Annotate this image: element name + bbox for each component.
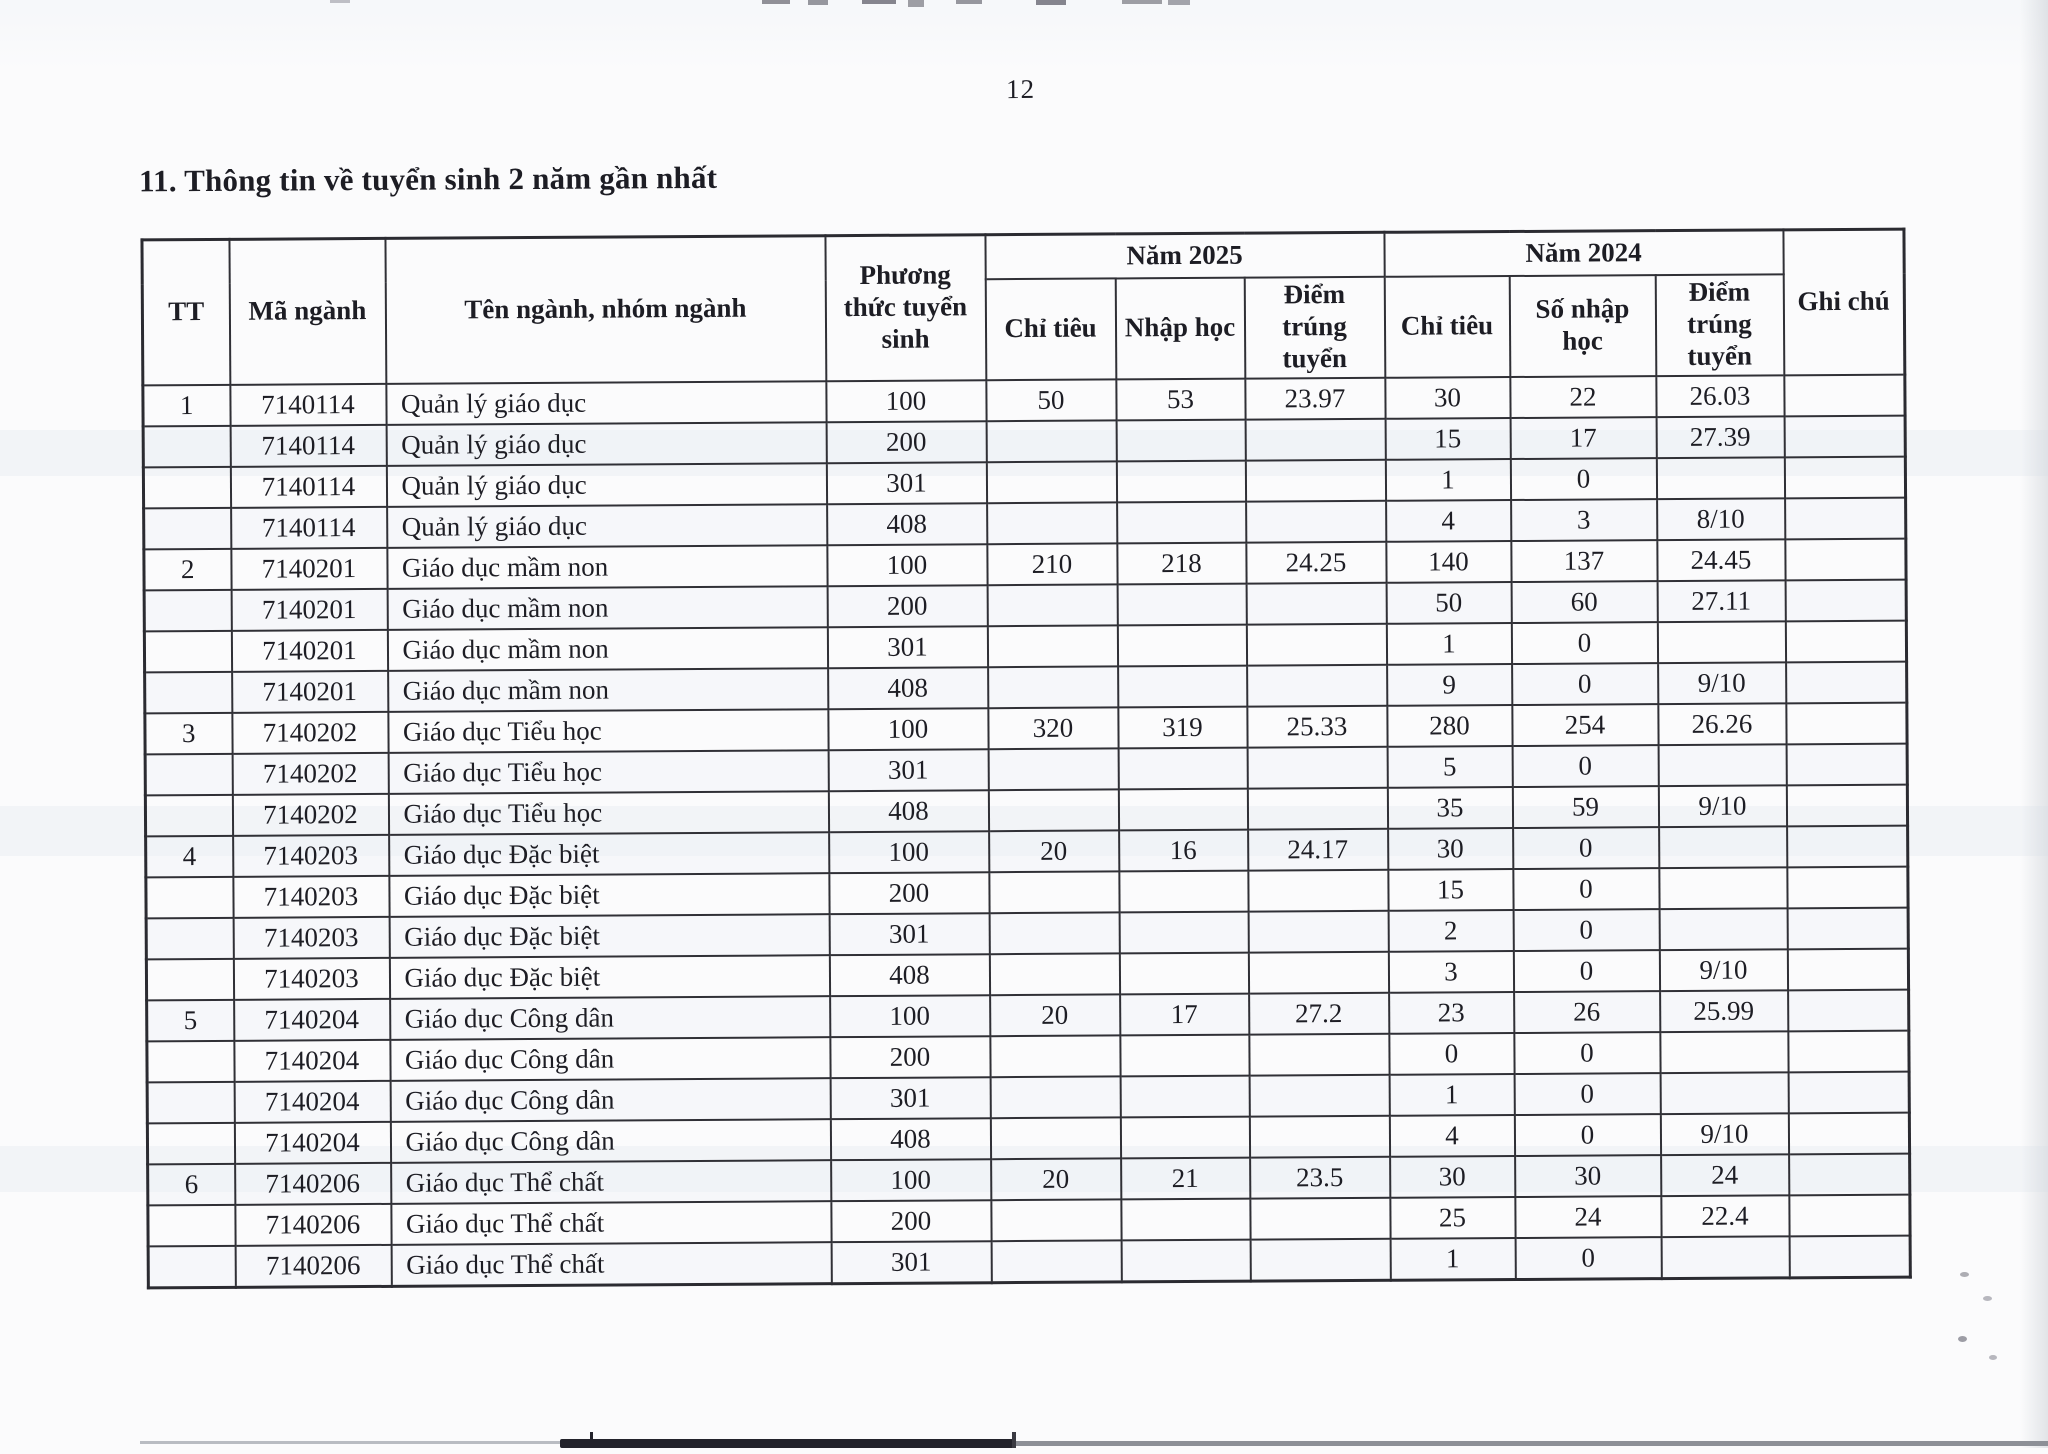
cell-diem_2024: 25.99 [1660, 990, 1788, 1032]
cell-phuong_thuc: 200 [826, 421, 986, 463]
cell-ct_2025 [987, 502, 1117, 544]
cell-tt: 3 [145, 712, 232, 754]
cell-ct_2025 [989, 912, 1119, 954]
cell-ma_nganh: 7140114 [230, 465, 386, 507]
cell-ct_2025 [986, 461, 1116, 503]
header-2025-chi-tieu: Chỉ tiêu [985, 278, 1116, 380]
cell-diem_2024: 9/10 [1658, 662, 1786, 704]
cell-tt: 2 [144, 548, 231, 590]
cell-diem_2024: 22.4 [1661, 1195, 1789, 1237]
cell-tt: 5 [147, 999, 234, 1041]
cell-ten_nganh: Giáo dục mầm non [387, 545, 827, 589]
cell-ghi_chu [1789, 1235, 1910, 1277]
cell-ghi_chu [1786, 702, 1907, 744]
cell-nh_2025 [1120, 1034, 1249, 1076]
cell-tt [144, 589, 231, 631]
cell-ct_2025 [989, 953, 1119, 995]
cell-ct_2024: 1 [1390, 1238, 1515, 1280]
cell-nh_2025 [1119, 952, 1248, 994]
cell-phuong_thuc: 301 [828, 749, 988, 791]
cell-nh_2025 [1116, 419, 1245, 461]
cell-ten_nganh: Quản lý giáo dục [386, 463, 826, 507]
header-nam-2024: Năm 2024 [1384, 230, 1783, 276]
cell-ghi_chu [1785, 497, 1906, 539]
cell-tt [147, 1081, 234, 1123]
cell-ghi_chu [1785, 579, 1906, 621]
cell-nh_2025 [1120, 1116, 1249, 1158]
cell-ghi_chu [1788, 1112, 1909, 1154]
cell-ct_2024: 25 [1390, 1197, 1515, 1239]
cell-ghi_chu [1784, 456, 1905, 498]
cell-phuong_thuc: 408 [829, 954, 989, 996]
cell-nh_2025 [1119, 911, 1248, 953]
cell-ct_2024: 0 [1389, 1033, 1514, 1075]
cell-phuong_thuc: 301 [827, 626, 987, 668]
cell-diem_2025: 25.33 [1247, 705, 1387, 747]
cell-phuong_thuc: 100 [831, 1159, 991, 1201]
cell-nh_2024: 0 [1512, 745, 1658, 787]
cell-ten_nganh: Giáo dục Đặc biệt [389, 955, 829, 999]
cell-tt [144, 630, 231, 672]
cell-diem_2024: 24 [1661, 1154, 1789, 1196]
cell-nh_2025 [1117, 583, 1246, 625]
cell-ma_nganh: 7140201 [231, 547, 387, 589]
cell-ten_nganh: Giáo dục Thể chất [391, 1201, 831, 1245]
cell-nh_2025 [1121, 1239, 1250, 1281]
cell-diem_2024 [1660, 1072, 1788, 1114]
cell-nh_2025 [1117, 501, 1246, 543]
cell-ct_2024: 30 [1390, 1156, 1515, 1198]
cell-nh_2024: 0 [1514, 1073, 1660, 1115]
cell-ct_2024: 9 [1387, 664, 1512, 706]
cell-nh_2024: 0 [1514, 1114, 1660, 1156]
header-2024-diem-trung-tuyen: Điểm trúng tuyển [1655, 274, 1784, 376]
cell-phuong_thuc: 200 [827, 585, 987, 627]
cell-diem_2025 [1245, 418, 1385, 460]
cell-nh_2024: 254 [1512, 704, 1658, 746]
cell-ct_2025 [989, 871, 1119, 913]
cell-ct_2025 [990, 1117, 1120, 1159]
cell-phuong_thuc: 301 [831, 1241, 991, 1283]
cell-tt: 6 [148, 1163, 235, 1205]
cell-ten_nganh: Giáo dục Đặc biệt [389, 914, 829, 958]
cell-nh_2024: 30 [1515, 1155, 1661, 1197]
cell-ten_nganh: Giáo dục mầm non [387, 586, 827, 630]
cell-phuong_thuc: 100 [826, 380, 986, 422]
cell-ten_nganh: Giáo dục Đặc biệt [389, 873, 829, 917]
cell-ct_2025: 320 [988, 707, 1118, 749]
cell-nh_2024: 60 [1511, 581, 1657, 623]
cell-ma_nganh: 7140203 [233, 875, 389, 917]
cell-diem_2025 [1249, 1115, 1389, 1157]
cell-diem_2024: 9/10 [1659, 949, 1787, 991]
cell-nh_2025: 53 [1116, 378, 1245, 420]
cell-diem_2024: 26.26 [1658, 703, 1786, 745]
cell-nh_2024: 59 [1512, 786, 1658, 828]
cell-ct_2024: 1 [1386, 623, 1511, 665]
cell-nh_2024: 0 [1510, 458, 1656, 500]
cell-phuong_thuc: 408 [828, 790, 988, 832]
cell-diem_2025: 23.5 [1250, 1156, 1390, 1198]
cell-nh_2024: 0 [1513, 950, 1659, 992]
cell-ma_nganh: 7140201 [231, 588, 387, 630]
cell-diem_2024 [1658, 744, 1786, 786]
cell-tt [144, 507, 231, 549]
cell-ten_nganh: Quản lý giáo dục [386, 422, 826, 466]
cell-ghi_chu [1786, 661, 1907, 703]
cell-diem_2025 [1247, 746, 1387, 788]
cell-ct_2025: 20 [989, 830, 1119, 872]
cell-ghi_chu [1785, 538, 1906, 580]
cell-ten_nganh: Giáo dục Đặc biệt [389, 832, 829, 876]
cell-diem_2024: 8/10 [1657, 498, 1785, 540]
cell-tt [146, 917, 233, 959]
cell-ma_nganh: 7140206 [235, 1162, 391, 1204]
cell-diem_2024 [1661, 1236, 1789, 1278]
cell-ten_nganh: Giáo dục Tiểu học [388, 709, 828, 753]
cell-nh_2025 [1121, 1198, 1250, 1240]
cell-nh_2025 [1120, 1075, 1249, 1117]
cell-ct_2024: 30 [1388, 828, 1513, 870]
cell-ct_2024: 50 [1386, 582, 1511, 624]
cell-tt: 1 [143, 384, 230, 426]
cell-tt [146, 958, 233, 1000]
cell-ma_nganh: 7140204 [234, 1121, 390, 1163]
cell-ct_2024: 15 [1385, 418, 1510, 460]
cell-ghi_chu [1787, 866, 1908, 908]
cell-phuong_thuc: 200 [830, 1036, 990, 1078]
cell-ct_2025 [990, 1076, 1120, 1118]
cell-nh_2025: 218 [1117, 542, 1246, 584]
cell-diem_2024: 9/10 [1658, 785, 1786, 827]
cell-tt [145, 794, 232, 836]
cell-diem_2025 [1248, 869, 1388, 911]
cell-ma_nganh: 7140202 [232, 752, 388, 794]
cell-ma_nganh: 7140201 [231, 629, 387, 671]
cell-tt [147, 1122, 234, 1164]
cell-diem_2024: 9/10 [1660, 1113, 1788, 1155]
cell-nh_2024: 0 [1514, 1032, 1660, 1074]
cell-diem_2024 [1659, 867, 1787, 909]
cell-ma_nganh: 7140114 [230, 424, 386, 466]
section-title: 11. Thông tin về tuyển sinh 2 năm gần nhất [139, 159, 718, 199]
cell-nh_2025 [1116, 460, 1245, 502]
cell-ghi_chu [1788, 1071, 1909, 1113]
cell-ct_2025 [988, 789, 1118, 831]
cell-diem_2025: 24.25 [1246, 541, 1386, 583]
cell-nh_2024: 3 [1511, 499, 1657, 541]
cell-nh_2025: 319 [1118, 706, 1247, 748]
cell-ten_nganh: Giáo dục Tiểu học [388, 750, 828, 794]
cell-ten_nganh: Giáo dục Thể chất [391, 1160, 831, 1204]
cell-ghi_chu [1788, 989, 1909, 1031]
cell-diem_2025: 23.97 [1245, 377, 1385, 419]
cell-ct_2024: 1 [1389, 1074, 1514, 1116]
cell-ct_2024: 140 [1386, 541, 1511, 583]
header-ten-nganh: Tên ngành, nhóm ngành [385, 236, 826, 384]
cell-diem_2025 [1246, 623, 1386, 665]
cell-nh_2024: 0 [1511, 622, 1657, 664]
header-nam-2025: Năm 2025 [985, 232, 1384, 278]
cell-ten_nganh: Giáo dục Công dân [390, 1119, 830, 1163]
cell-phuong_thuc: 301 [826, 462, 986, 504]
header-2025-nhap-hoc: Nhập học [1115, 277, 1245, 379]
cell-ten_nganh: Giáo dục Tiểu học [388, 791, 828, 835]
cell-diem_2025 [1249, 1074, 1389, 1116]
cell-diem_2025 [1247, 787, 1387, 829]
cell-nh_2025: 16 [1119, 829, 1248, 871]
cell-phuong_thuc: 408 [830, 1118, 990, 1160]
cell-diem_2025 [1250, 1197, 1390, 1239]
cell-nh_2025 [1118, 665, 1247, 707]
cell-ct_2024: 2 [1388, 910, 1513, 952]
cell-nh_2025: 17 [1120, 993, 1249, 1035]
cell-phuong_thuc: 100 [828, 708, 988, 750]
cell-nh_2025: 21 [1121, 1157, 1250, 1199]
cell-ct_2025: 20 [991, 1158, 1121, 1200]
cell-nh_2025 [1117, 624, 1246, 666]
cell-nh_2024: 26 [1514, 991, 1660, 1033]
cell-ma_nganh: 7140203 [233, 957, 389, 999]
cell-ct_2024: 3 [1388, 951, 1513, 993]
cell-ma_nganh: 7140114 [230, 383, 386, 425]
cell-diem_2024: 27.39 [1656, 416, 1784, 458]
cell-diem_2025 [1246, 582, 1386, 624]
cell-ten_nganh: Quản lý giáo dục [386, 381, 826, 425]
cell-ma_nganh: 7140201 [232, 670, 388, 712]
cell-nh_2024: 24 [1515, 1196, 1661, 1238]
cell-tt [146, 876, 233, 918]
cell-diem_2025 [1248, 910, 1388, 952]
cell-diem_2024: 24.45 [1657, 539, 1785, 581]
cell-tt [148, 1245, 235, 1287]
cell-ct_2025 [987, 625, 1117, 667]
cell-ghi_chu [1786, 743, 1907, 785]
cell-phuong_thuc: 301 [830, 1077, 990, 1119]
cell-diem_2024: 26.03 [1656, 375, 1784, 417]
cell-ten_nganh: Giáo dục Công dân [390, 1037, 830, 1081]
cell-ghi_chu [1787, 825, 1908, 867]
cell-ct_2024: 280 [1387, 705, 1512, 747]
cell-ghi_chu [1787, 948, 1908, 990]
cell-ten_nganh: Giáo dục Công dân [390, 996, 830, 1040]
cell-phuong_thuc: 100 [830, 995, 990, 1037]
cell-ghi_chu [1784, 374, 1905, 416]
cell-nh_2024: 0 [1515, 1237, 1661, 1279]
cell-ten_nganh: Giáo dục Công dân [390, 1078, 830, 1122]
cell-ma_nganh: 7140203 [233, 834, 389, 876]
cell-phuong_thuc: 100 [827, 544, 987, 586]
cell-nh_2024: 17 [1510, 417, 1656, 459]
cell-ten_nganh: Quản lý giáo dục [387, 504, 827, 548]
cell-nh_2024: 0 [1513, 909, 1659, 951]
cell-ct_2025: 20 [990, 994, 1120, 1036]
cell-ct_2024: 30 [1385, 377, 1510, 419]
cell-tt: 4 [146, 835, 233, 877]
cell-phuong_thuc: 408 [828, 667, 988, 709]
cell-nh_2024: 22 [1510, 376, 1656, 418]
cell-diem_2025 [1245, 459, 1385, 501]
cell-diem_2025 [1248, 951, 1388, 993]
cell-diem_2024 [1660, 1031, 1788, 1073]
cell-ma_nganh: 7140204 [234, 1039, 390, 1081]
cell-diem_2025: 24.17 [1248, 828, 1388, 870]
cell-nh_2025 [1118, 747, 1247, 789]
admissions-table [140, 228, 1911, 1289]
cell-tt [145, 753, 232, 795]
cell-ct_2025 [990, 1035, 1120, 1077]
cell-ghi_chu [1786, 784, 1907, 826]
table-header [142, 229, 1905, 385]
cell-diem_2024 [1656, 457, 1784, 499]
cell-ma_nganh: 7140202 [232, 793, 388, 835]
cell-ghi_chu [1784, 415, 1905, 457]
cell-ct_2024: 4 [1386, 500, 1511, 542]
cell-ct_2024: 23 [1389, 992, 1514, 1034]
cell-nh_2024: 0 [1513, 868, 1659, 910]
cell-ma_nganh: 7140206 [235, 1244, 391, 1286]
header-2025-diem-trung-tuyen: Điểm trúng tuyển [1244, 276, 1385, 378]
cell-ghi_chu [1789, 1153, 1910, 1195]
cell-ma_nganh: 7140204 [234, 998, 390, 1040]
cell-ghi_chu [1789, 1194, 1910, 1236]
cell-ten_nganh: Giáo dục mầm non [388, 668, 828, 712]
cell-ct_2024: 5 [1387, 746, 1512, 788]
cell-diem_2025 [1250, 1238, 1390, 1280]
cell-nh_2024: 137 [1511, 540, 1657, 582]
cell-phuong_thuc: 200 [829, 872, 989, 914]
cell-ct_2025: 210 [987, 543, 1117, 585]
cell-ct_2024: 4 [1389, 1115, 1514, 1157]
cell-ct_2025 [987, 584, 1117, 626]
header-2024-chi-tieu: Chỉ tiêu [1384, 276, 1510, 378]
cell-phuong_thuc: 408 [827, 503, 987, 545]
cell-ct_2025 [986, 420, 1116, 462]
header-phuong-thuc-tuyen-sinh: Phương thức tuyển sinh [825, 235, 986, 381]
cell-ten_nganh: Giáo dục mầm non [387, 627, 827, 671]
cell-ct_2025 [991, 1240, 1121, 1282]
cell-ghi_chu [1787, 907, 1908, 949]
cell-nh_2025 [1118, 788, 1247, 830]
cell-diem_2024 [1659, 908, 1787, 950]
cell-ma_nganh: 7140206 [235, 1203, 391, 1245]
cell-ct_2025: 50 [986, 379, 1116, 421]
cell-tt [145, 671, 232, 713]
cell-diem_2025 [1249, 1033, 1389, 1075]
cell-tt [147, 1040, 234, 1082]
cell-ct_2024: 15 [1388, 869, 1513, 911]
cell-nh_2025 [1119, 870, 1248, 912]
cell-diem_2024 [1659, 826, 1787, 868]
table-body [143, 374, 1910, 1287]
cell-nh_2024: 0 [1513, 827, 1659, 869]
cell-diem_2025: 27.2 [1249, 992, 1389, 1034]
header-tt: TT [142, 239, 230, 385]
cell-ma_nganh: 7140203 [233, 916, 389, 958]
cell-ma_nganh: 7140114 [231, 506, 387, 548]
cell-ct_2024: 35 [1387, 787, 1512, 829]
cell-phuong_thuc: 100 [829, 831, 989, 873]
cell-ma_nganh: 7140204 [234, 1080, 390, 1122]
cell-ct_2025 [991, 1199, 1121, 1241]
cell-diem_2024: 27.11 [1657, 580, 1785, 622]
scan-artifact [330, 0, 350, 3]
cell-diem_2024 [1657, 621, 1785, 663]
cell-tt [143, 425, 230, 467]
cell-ma_nganh: 7140202 [232, 711, 388, 753]
header-2024-so-nhap-hoc: Số nhập học [1509, 275, 1656, 377]
cell-ct_2025 [988, 748, 1118, 790]
cell-nh_2024: 0 [1512, 663, 1658, 705]
cell-ten_nganh: Giáo dục Thể chất [391, 1242, 831, 1286]
header-ghi-chu: Ghi chú [1783, 229, 1905, 375]
cell-phuong_thuc: 301 [829, 913, 989, 955]
cell-phuong_thuc: 200 [831, 1200, 991, 1242]
cell-diem_2025 [1246, 500, 1386, 542]
cell-ghi_chu [1788, 1030, 1909, 1072]
cell-tt [148, 1204, 235, 1246]
cell-tt [143, 466, 230, 508]
cell-ghi_chu [1785, 620, 1906, 662]
cell-diem_2025 [1247, 664, 1387, 706]
header-ma-nganh: Mã ngành [229, 238, 386, 384]
page-number: 12 [1005, 73, 1036, 105]
cell-ct_2024: 1 [1385, 459, 1510, 501]
cell-ct_2025 [988, 666, 1118, 708]
